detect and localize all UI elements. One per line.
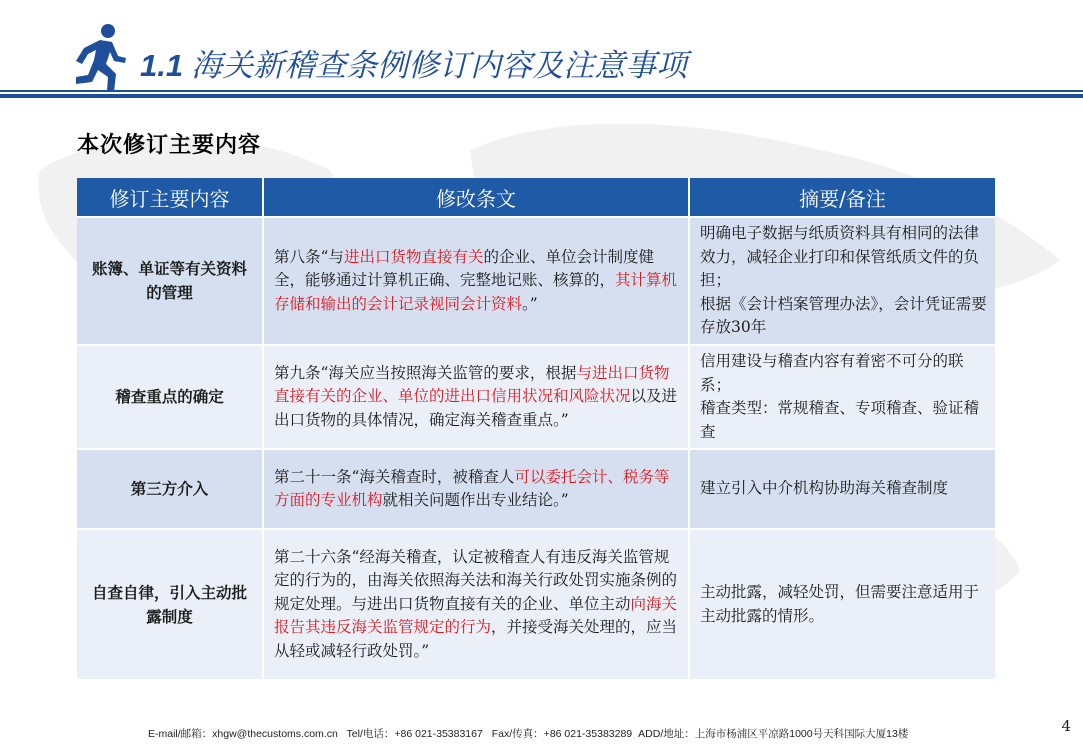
header-rule-thin — [0, 90, 1083, 92]
footer-email: E-mail/邮箱：xhgw@thecustoms.com.cn — [148, 728, 338, 740]
article-text: 以及进出口货物的具体情况，确定海关稽查重点。” — [274, 387, 678, 429]
title-text: 海关新稽查条例修订内容及注意事项 — [191, 48, 688, 83]
section-number: 1.1 — [140, 48, 184, 83]
page-number: 4 — [1061, 717, 1071, 735]
note-text: 根据《会计档案管理办法》，会计凭证需要存放30年 — [700, 294, 987, 337]
article-highlight: 向海关报告其违反海关监管规定的行为 — [274, 594, 678, 637]
subtitle: 本次修订主要内容 — [77, 133, 262, 158]
article-text: 。” — [522, 294, 538, 313]
running-man-icon — [70, 22, 130, 94]
note-text: 稽查类型：常规稽查、专项稽查、验证稽查 — [700, 399, 980, 441]
footer-contact — [148, 726, 914, 741]
table-row — [77, 345, 995, 449]
note-text: 建立引入中介机构协助海关稽查制度 — [700, 479, 949, 498]
article-text: 第二十一条“海关稽查时，被稽查人 — [274, 467, 515, 486]
article-text: 第九条“海关应当按照海关监管的要求，根据 — [274, 363, 577, 382]
row-article — [263, 449, 689, 529]
article-highlight: 可以委托会计、税务等方面的专业机构 — [274, 467, 670, 509]
table-header-row — [77, 178, 995, 217]
table-row — [77, 529, 995, 679]
article-text: 就相关问题作出专业结论。” — [382, 491, 569, 509]
footer-tel: Tel/电话：+86 021-35383167 — [346, 728, 483, 740]
row-article — [263, 345, 689, 449]
row-article — [263, 529, 689, 679]
footer-fax: Fax/传真：+86 021-35383289 — [491, 728, 633, 740]
row-category: 账簿、单证等有关资料的管理 — [77, 217, 263, 345]
row-note — [689, 529, 995, 679]
row-article — [263, 217, 689, 345]
row-category: 第三方介入 — [77, 449, 263, 529]
article-text: ，并接受海关处理的，应当从轻或减轻行政处罚。” — [274, 618, 678, 660]
row-note — [689, 217, 995, 345]
row-category: 稽查重点的确定 — [77, 345, 263, 449]
footer-address: ADD/地址：上海市杨浦区平凉路1000号天科国际大厦13楼 — [638, 728, 909, 740]
article-highlight: 与进出口货物直接有关的企业、单位的进出口信用状况和风险状况 — [274, 363, 670, 406]
table-row — [77, 449, 995, 529]
note-text: 主动批露，减轻处罚，但需要注意适用于主动批露的情形。 — [700, 583, 980, 625]
note-text: 信用建设与稽查内容有着密不可分的联系； — [700, 352, 964, 394]
article-highlight: 其计算机存储和输出的会计记录视同会计资料 — [274, 271, 678, 313]
table-row — [77, 217, 995, 345]
column-header-note: 摘要/备注 — [689, 178, 995, 217]
column-header-category: 修订主要内容 — [77, 178, 263, 217]
row-category: 自查自律，引入主动批露制度 — [77, 529, 263, 679]
row-note — [689, 345, 995, 449]
revision-table — [77, 178, 995, 679]
article-text: 第二十六条“经海关稽查，认定被稽查人有违反海关监管规定的行为的，由海关依照海关法和海关行政处罚实施条例的规定处理。与进出口货物直接有关的企业、单位主动 — [274, 547, 678, 613]
article-text: 第八条“与 — [274, 247, 344, 266]
column-header-article: 修改条文 — [263, 178, 689, 217]
note-text: 明确电子数据与纸质资料具有相同的法律效力，减轻企业打印和保管纸质文件的负担； — [700, 224, 980, 290]
article-highlight: 进出口货物直接有关 — [343, 247, 484, 266]
header-rule-thick — [0, 94, 1083, 98]
page-title — [140, 40, 687, 85]
row-note — [689, 449, 995, 529]
article-text: 的企业、单位会计制度健全，能够通过计算机正确、完整地记账、核算的， — [274, 247, 654, 290]
